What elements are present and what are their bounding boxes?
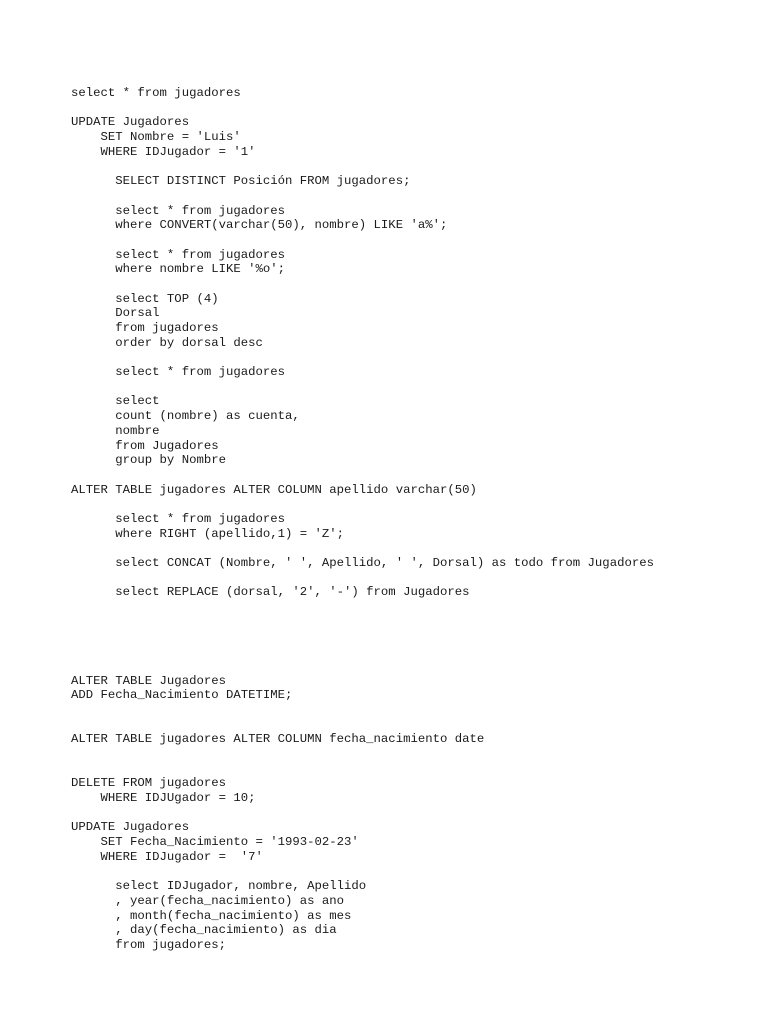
code-line: count (nombre) as cuenta, xyxy=(71,409,300,424)
code-line xyxy=(71,101,654,116)
code-line xyxy=(71,497,654,512)
code-line: select CONCAT (Nombre, ' ', Apellido, ' ', Dorsal) as todo from Jugadores xyxy=(71,556,654,570)
code-line xyxy=(71,468,654,483)
code-line: ALTER TABLE jugadores ALTER COLUMN apellido varchar(50) xyxy=(71,482,477,497)
code-line xyxy=(71,806,654,821)
code-line: select * from jugadores xyxy=(71,511,286,526)
code-line: Dorsal xyxy=(71,306,160,321)
code-line: select * from jugadores xyxy=(71,247,286,262)
code-line: nombre xyxy=(71,423,160,438)
code-line xyxy=(71,541,654,556)
code-line: , day(fecha_nacimiento) as dia xyxy=(71,923,337,938)
code-line: select * from jugadores xyxy=(71,365,286,380)
code-line xyxy=(71,600,654,615)
code-line: WHERE IDJugador = '7' xyxy=(71,849,263,864)
code-line: from jugadores; xyxy=(71,937,226,952)
code-line xyxy=(71,159,654,174)
code-line: where nombre LIKE '%o'; xyxy=(71,262,286,277)
code-line: SET Fecha_Nacimiento = '1993-02-23' xyxy=(71,835,359,850)
code-line xyxy=(71,718,654,733)
code-line: select TOP (4) xyxy=(71,291,219,306)
code-line: where RIGHT (apellido,1) = 'Z'; xyxy=(71,526,345,541)
code-line xyxy=(71,629,654,644)
code-line: UPDATE Jugadores xyxy=(71,115,190,130)
code-line xyxy=(71,615,654,630)
sql-code-block xyxy=(71,86,654,953)
code-line: ADD Fecha_Nacimiento DATETIME; xyxy=(71,688,293,703)
code-line: ALTER TABLE jugadores ALTER COLUMN fecha_nacimiento date xyxy=(71,732,485,747)
code-line: ALTER TABLE Jugadores xyxy=(71,673,226,688)
code-line: , month(fecha_nacimiento) as mes xyxy=(71,908,352,923)
code-line: , year(fecha_nacimiento) as ano xyxy=(71,893,345,908)
code-line xyxy=(71,189,654,204)
code-line: WHERE IDJugador = '1' xyxy=(71,144,256,159)
code-line xyxy=(71,277,654,292)
code-line xyxy=(71,233,654,248)
code-line: group by Nombre xyxy=(71,453,226,468)
code-line: select xyxy=(71,394,160,409)
code-line: select REPLACE (dorsal, '2', '-') from Jugadores xyxy=(71,585,470,600)
code-line xyxy=(71,659,654,674)
code-line xyxy=(71,350,654,365)
code-line: WHERE IDJUgador = 10; xyxy=(71,791,256,805)
code-line: order by dorsal desc xyxy=(71,335,263,350)
code-line: select IDJugador, nombre, Apellido xyxy=(71,879,367,894)
code-line: from jugadores xyxy=(71,321,219,335)
code-line: select * from jugadores xyxy=(71,203,286,218)
code-line xyxy=(71,380,654,395)
code-line: UPDATE Jugadores xyxy=(71,820,190,835)
code-line xyxy=(71,703,654,718)
code-line: select * from jugadores xyxy=(71,86,241,100)
code-line: where CONVERT(varchar(50), nombre) LIKE 'a%'; xyxy=(71,218,448,233)
code-line: SET Nombre = 'Luis' xyxy=(71,130,241,145)
code-line xyxy=(71,864,654,879)
code-line xyxy=(71,644,654,659)
code-line xyxy=(71,571,654,586)
code-line: from Jugadores xyxy=(71,438,219,453)
code-line: DELETE FROM jugadores xyxy=(71,776,226,791)
code-line: SELECT DISTINCT Posición FROM jugadores; xyxy=(71,174,411,189)
code-line xyxy=(71,747,654,762)
code-line xyxy=(71,762,654,777)
